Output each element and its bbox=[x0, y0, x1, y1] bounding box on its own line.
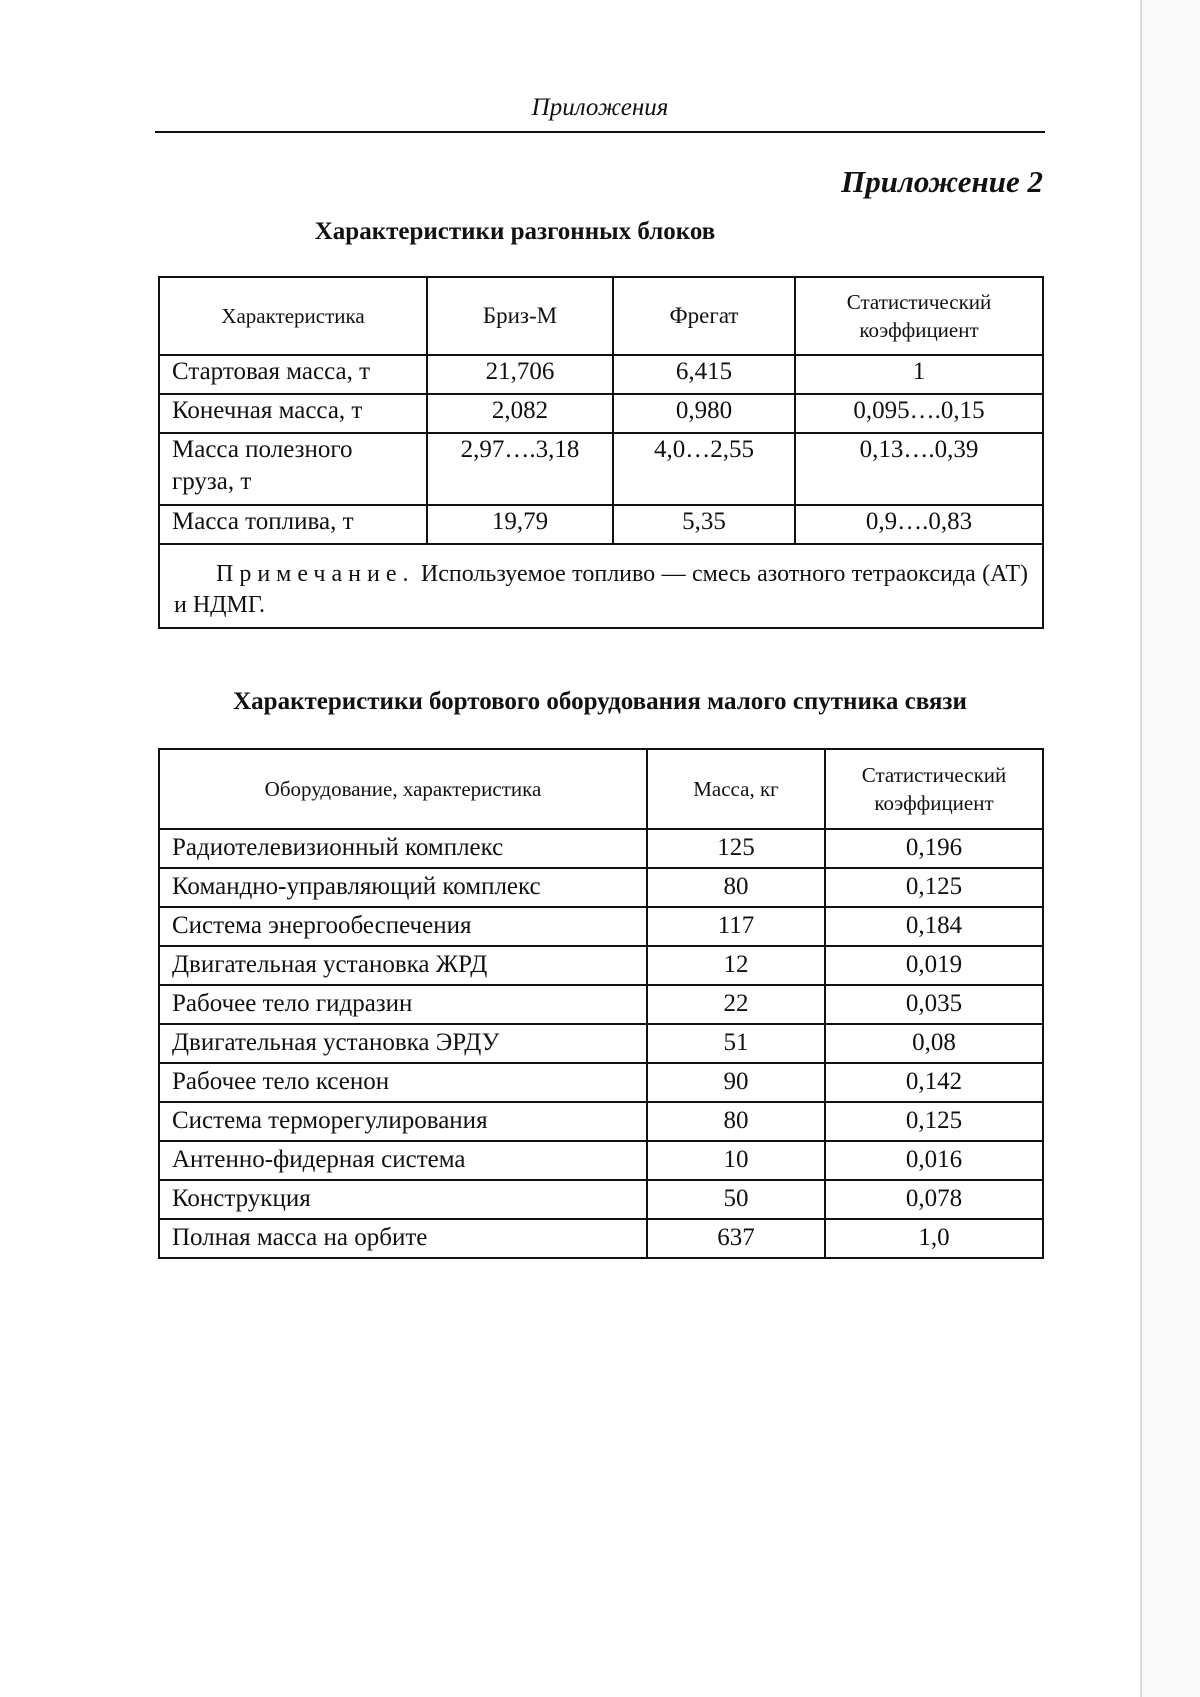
column-header: Масса, кг bbox=[647, 749, 825, 829]
table-note bbox=[159, 544, 1043, 628]
row-label: Система энергообеспечения bbox=[159, 907, 647, 946]
cell-value: 1 bbox=[795, 355, 1043, 394]
row-label: Масса полезного груза, т bbox=[159, 433, 427, 505]
cell-value: 21,706 bbox=[427, 355, 613, 394]
cell-value: 50 bbox=[647, 1180, 825, 1219]
equipment-table bbox=[158, 748, 1044, 1259]
cell-value: 1,0 bbox=[825, 1219, 1043, 1258]
row-label: Радиотелевизионный комплекс bbox=[159, 829, 647, 868]
table-row bbox=[159, 868, 1043, 907]
cell-value: 0,980 bbox=[613, 394, 795, 433]
table-row bbox=[159, 505, 1043, 544]
table-row bbox=[159, 1063, 1043, 1102]
column-header: Характеристика bbox=[159, 277, 427, 355]
cell-value: 0,184 bbox=[825, 907, 1043, 946]
table-row bbox=[159, 394, 1043, 433]
table-row bbox=[159, 1141, 1043, 1180]
cell-value: 0,095….0,15 bbox=[795, 394, 1043, 433]
cell-value: 0,9….0,83 bbox=[795, 505, 1043, 544]
table-note-row bbox=[159, 544, 1043, 628]
table-row bbox=[159, 433, 1043, 505]
row-label: Рабочее тело гидразин bbox=[159, 985, 647, 1024]
column-header: Статистический коэффициент bbox=[795, 277, 1043, 355]
column-header: Бриз-М bbox=[427, 277, 613, 355]
table-row bbox=[159, 355, 1043, 394]
row-label: Рабочее тело ксенон bbox=[159, 1063, 647, 1102]
cell-value: 90 bbox=[647, 1063, 825, 1102]
appendix-label: Приложение 2 bbox=[841, 164, 1043, 199]
cell-value: 0,035 bbox=[825, 985, 1043, 1024]
column-header: Статистический коэффициент bbox=[825, 749, 1043, 829]
page-edge bbox=[1140, 0, 1200, 1697]
cell-value: 2,97….3,18 bbox=[427, 433, 613, 505]
cell-value: 0,196 bbox=[825, 829, 1043, 868]
cell-value: 6,415 bbox=[613, 355, 795, 394]
table-row bbox=[159, 1219, 1043, 1258]
table-header-row bbox=[159, 749, 1043, 829]
row-label: Двигательная установка ЭРДУ bbox=[159, 1024, 647, 1063]
column-header: Фрегат bbox=[613, 277, 795, 355]
note-text: Используемое топливо — смесь азотного тетраоксида (АТ) и НДМГ. bbox=[174, 561, 1029, 618]
cell-value: 125 bbox=[647, 829, 825, 868]
cell-value: 22 bbox=[647, 985, 825, 1024]
booster-table-title: Характеристики разгонных блоков bbox=[314, 218, 716, 245]
cell-value: 117 bbox=[647, 907, 825, 946]
cell-value: 51 bbox=[647, 1024, 825, 1063]
cell-value: 0,125 bbox=[825, 868, 1043, 907]
note-label: Примечание. bbox=[216, 561, 415, 587]
header-rule bbox=[155, 131, 1045, 133]
cell-value: 0,016 bbox=[825, 1141, 1043, 1180]
cell-value: 637 bbox=[647, 1219, 825, 1258]
booster-table bbox=[158, 276, 1044, 629]
cell-value: 0,13….0,39 bbox=[795, 433, 1043, 505]
cell-value: 80 bbox=[647, 1102, 825, 1141]
table-row bbox=[159, 907, 1043, 946]
table-row bbox=[159, 1180, 1043, 1219]
cell-value: 0,019 bbox=[825, 946, 1043, 985]
table-row bbox=[159, 1102, 1043, 1141]
row-label: Стартовая масса, т bbox=[159, 355, 427, 394]
row-label: Антенно-фидерная система bbox=[159, 1141, 647, 1180]
cell-value: 0,078 bbox=[825, 1180, 1043, 1219]
cell-value: 0,08 bbox=[825, 1024, 1043, 1063]
running-head: Приложения bbox=[531, 94, 669, 121]
table-header-row bbox=[159, 277, 1043, 355]
cell-value: 4,0…2,55 bbox=[613, 433, 795, 505]
cell-value: 0,142 bbox=[825, 1063, 1043, 1102]
cell-value: 5,35 bbox=[613, 505, 795, 544]
table-row bbox=[159, 946, 1043, 985]
equipment-table-title: Характеристики бортового оборудования малого спутника связи bbox=[233, 688, 967, 715]
row-label: Двигательная установка ЖРД bbox=[159, 946, 647, 985]
cell-value: 10 bbox=[647, 1141, 825, 1180]
row-label: Масса топлива, т bbox=[159, 505, 427, 544]
row-label: Конструкция bbox=[159, 1180, 647, 1219]
column-header: Оборудование, характеристика bbox=[159, 749, 647, 829]
cell-value: 19,79 bbox=[427, 505, 613, 544]
row-label: Полная масса на орбите bbox=[159, 1219, 647, 1258]
row-label: Система терморегулирования bbox=[159, 1102, 647, 1141]
table-row bbox=[159, 1024, 1043, 1063]
row-label: Конечная масса, т bbox=[159, 394, 427, 433]
table-row bbox=[159, 985, 1043, 1024]
row-label: Командно-управляющий комплекс bbox=[159, 868, 647, 907]
table-row bbox=[159, 829, 1043, 868]
cell-value: 80 bbox=[647, 868, 825, 907]
cell-value: 12 bbox=[647, 946, 825, 985]
cell-value: 0,125 bbox=[825, 1102, 1043, 1141]
cell-value: 2,082 bbox=[427, 394, 613, 433]
